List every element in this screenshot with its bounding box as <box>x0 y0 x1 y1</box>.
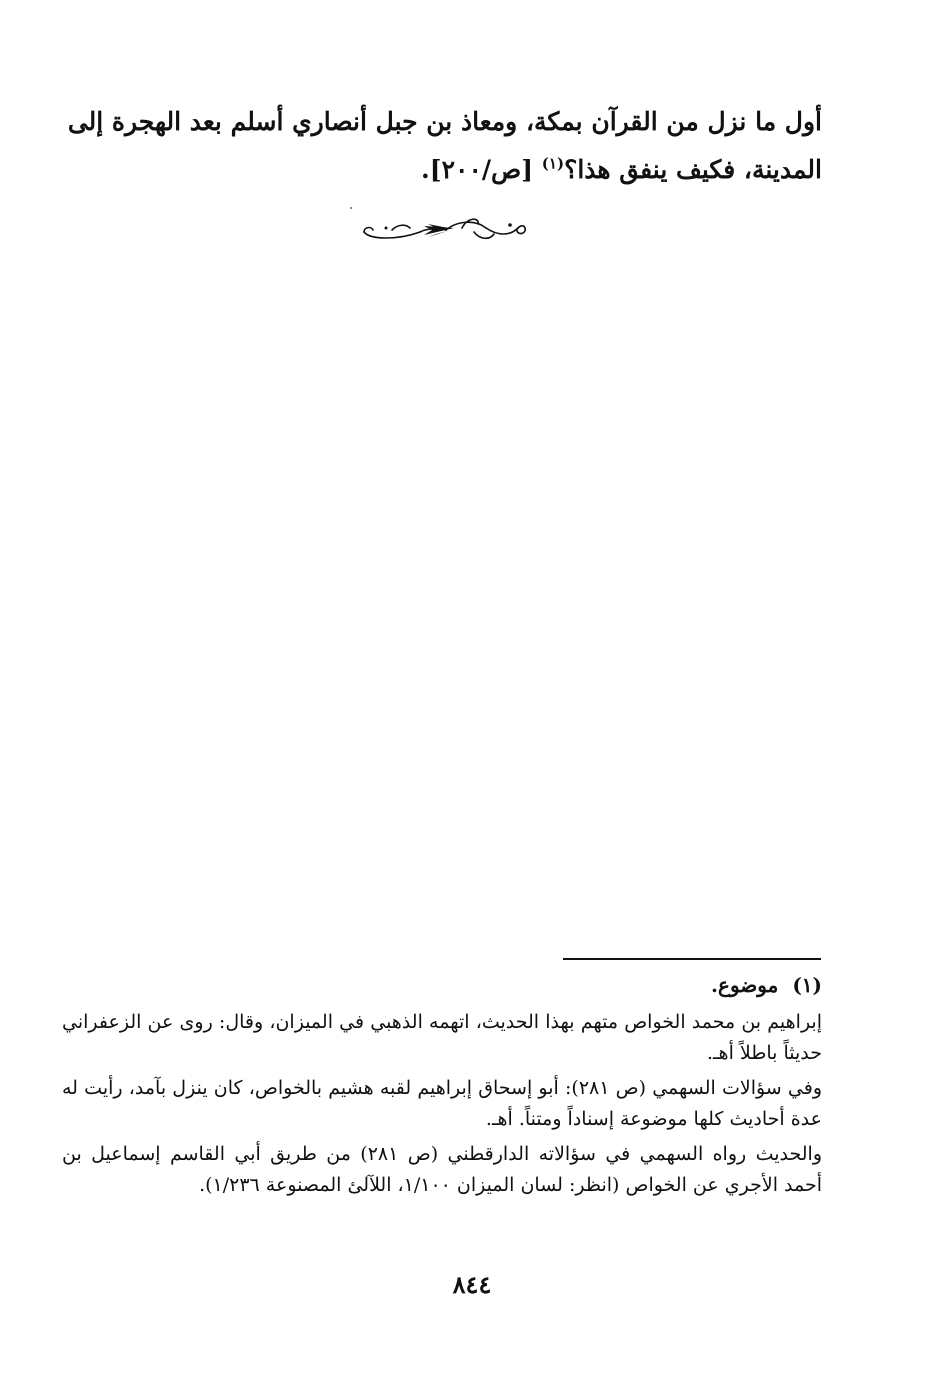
body-line-1: أول ما نزل من القرآن بمكة، ومعاذ بن جبل أنصاري أسلم بعد الهجرة إلى <box>67 107 822 136</box>
footnote-heading <box>62 970 822 1001</box>
body-line-2-start: المدينة، فكيف ينفق هذا؟ <box>564 155 822 184</box>
footnote-number: (١) <box>792 973 822 997</box>
body-line-2-end: [ص/٢٠٠]. <box>421 155 542 184</box>
page-number: ٨٤٤ <box>452 1270 492 1299</box>
footnotes <box>62 970 822 1205</box>
body-line-2 <box>62 146 822 194</box>
footnote-paragraph: إبراهيم بن محمد الخواص متهم بهذا الحديث، اتهمه الذهبي في الميزان، وقال: روى عن الزعفراني حديثاً باطلاً أهـ. <box>62 1011 822 1064</box>
footnote-verdict: موضوع. <box>711 973 779 997</box>
body-text <box>62 98 822 194</box>
floral-divider-icon <box>358 210 532 250</box>
footnote-reference[interactable]: (١) <box>541 154 565 173</box>
footnote-paragraph: والحديث رواه السهمي في سؤالاته الدارقطني (ص ٢٨١) من طريق أبي القاسم إسماعيل بن أحمد الأجري عن الخواص (انظر: لسان الميزان ١/١٠٠، اللآلئ المصنوعة ١/٢٣٦). <box>62 1143 822 1196</box>
footnote-paragraph: وفي سؤالات السهمي (ص ٢٨١): أبو إسحاق إبراهيم لقبه هشيم بالخواص، كان ينزل بآمد، رأيت له عدة أحاديث كلها موضوعة إسناداً ومتناً. أهـ. <box>62 1077 822 1130</box>
footnote-separator <box>563 958 821 960</box>
print-speck <box>350 207 352 209</box>
